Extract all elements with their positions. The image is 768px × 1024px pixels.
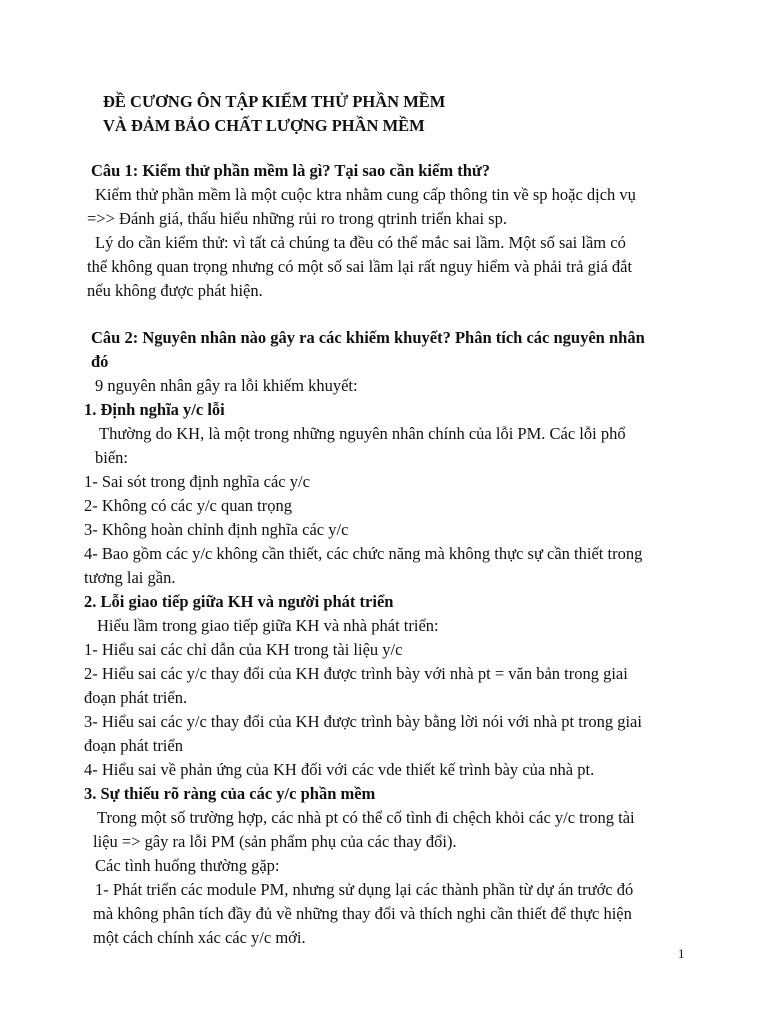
question1-paragraph1-line1: Kiểm thử phần mềm là một cuộc ktra nhằm cung cấp thông tin về sp hoặc dịch vụ bbox=[95, 185, 636, 204]
section3-situations-label: Các tình huống thường gặp: bbox=[95, 856, 280, 875]
section2-list-item: 3- Hiểu sai các y/c thay đổi của KH được trình bày bằng lời nói với nhà pt trong giai bbox=[84, 712, 642, 731]
page-number: 1 bbox=[678, 946, 685, 961]
section3-desc-line1: Trong một số trường hợp, các nhà pt có thể cố tình đi chệch khỏi các y/c trong tài bbox=[97, 808, 635, 827]
section2-desc: Hiểu lầm trong giao tiếp giữa KH và nhà phát triển: bbox=[97, 616, 439, 635]
document-title-line2: VÀ ĐẢM BẢO CHẤT LƯỢNG PHẦN MỀM bbox=[103, 116, 425, 135]
question1-paragraph1-line2: =>> Đánh giá, thấu hiểu những rủi ro trong qtrinh triển khai sp. bbox=[87, 209, 507, 228]
section3-list-item-continuation: một cách chính xác các y/c mới. bbox=[93, 928, 306, 947]
section2-list-item: 4- Hiểu sai về phản ứng của KH đối với các vde thiết kế trình bày của nhà pt. bbox=[84, 760, 595, 779]
section1-list-item-continuation: tương lai gần. bbox=[84, 568, 176, 587]
question1-heading: Câu 1: Kiểm thử phần mềm là gì? Tại sao cần kiểm thử? bbox=[91, 161, 491, 180]
section1-heading: 1. Định nghĩa y/c lỗi bbox=[84, 400, 225, 419]
document-title-line1: ĐỀ CƯƠNG ÔN TẬP KIỂM THỬ PHẦN MỀM bbox=[103, 92, 446, 111]
section1-desc-line2: biến: bbox=[95, 448, 128, 467]
section1-list-item: 4- Bao gồm các y/c không cần thiết, các chức năng mà không thực sự cần thiết trong bbox=[84, 544, 643, 563]
question2-intro: 9 nguyên nhân gây ra lỗi khiếm khuyết: bbox=[95, 376, 358, 395]
section3-heading: 3. Sự thiếu rõ ràng của các y/c phần mềm bbox=[84, 784, 376, 803]
question2-heading-line2: đó bbox=[91, 352, 109, 371]
section2-list-item: 1- Hiểu sai các chỉ dẫn của KH trong tài liệu y/c bbox=[84, 640, 403, 659]
section3-list-item: 1- Phát triển các module PM, nhưng sử dụng lại các thành phần từ dự án trước đó bbox=[95, 880, 634, 899]
section1-list-item: 3- Không hoàn chỉnh định nghĩa các y/c bbox=[84, 520, 349, 539]
section1-list-item: 2- Không có các y/c quan trọng bbox=[84, 496, 293, 515]
section1-desc-line1: Thường do KH, là một trong những nguyên nhân chính của lỗi PM. Các lỗi phổ bbox=[99, 424, 626, 443]
section2-heading: 2. Lỗi giao tiếp giữa KH và người phát triển bbox=[84, 592, 394, 611]
section2-list-item-continuation: đoạn phát triển bbox=[84, 736, 183, 755]
section3-list-item-continuation: mà không phân tích đầy đủ về những thay đổi và thích nghi cần thiết để thực hiện bbox=[93, 904, 632, 923]
question1-paragraph2-line3: nếu không được phát hiện. bbox=[87, 281, 263, 300]
question2-heading-line1: Câu 2: Nguyên nhân nào gây ra các khiếm khuyết? Phân tích các nguyên nhân bbox=[91, 328, 645, 347]
section2-list-item: 2- Hiểu sai các y/c thay đổi của KH được trình bày với nhà pt = văn bản trong giai bbox=[84, 664, 628, 683]
question1-paragraph2-line1: Lý do cần kiểm thử: vì tất cả chúng ta đều có thể mắc sai lầm. Một số sai lầm có bbox=[95, 233, 626, 252]
section2-list-item-continuation: đoạn phát triển. bbox=[84, 688, 188, 707]
section1-list-item: 1- Sai sót trong định nghĩa các y/c bbox=[84, 472, 310, 491]
section3-desc-line2: liệu => gây ra lỗi PM (sản phẩm phụ của các thay đổi). bbox=[93, 832, 457, 851]
question1-paragraph2-line2: thể không quan trọng nhưng có một số sai lầm lại rất nguy hiểm và phải trả giá đắt bbox=[87, 257, 633, 276]
